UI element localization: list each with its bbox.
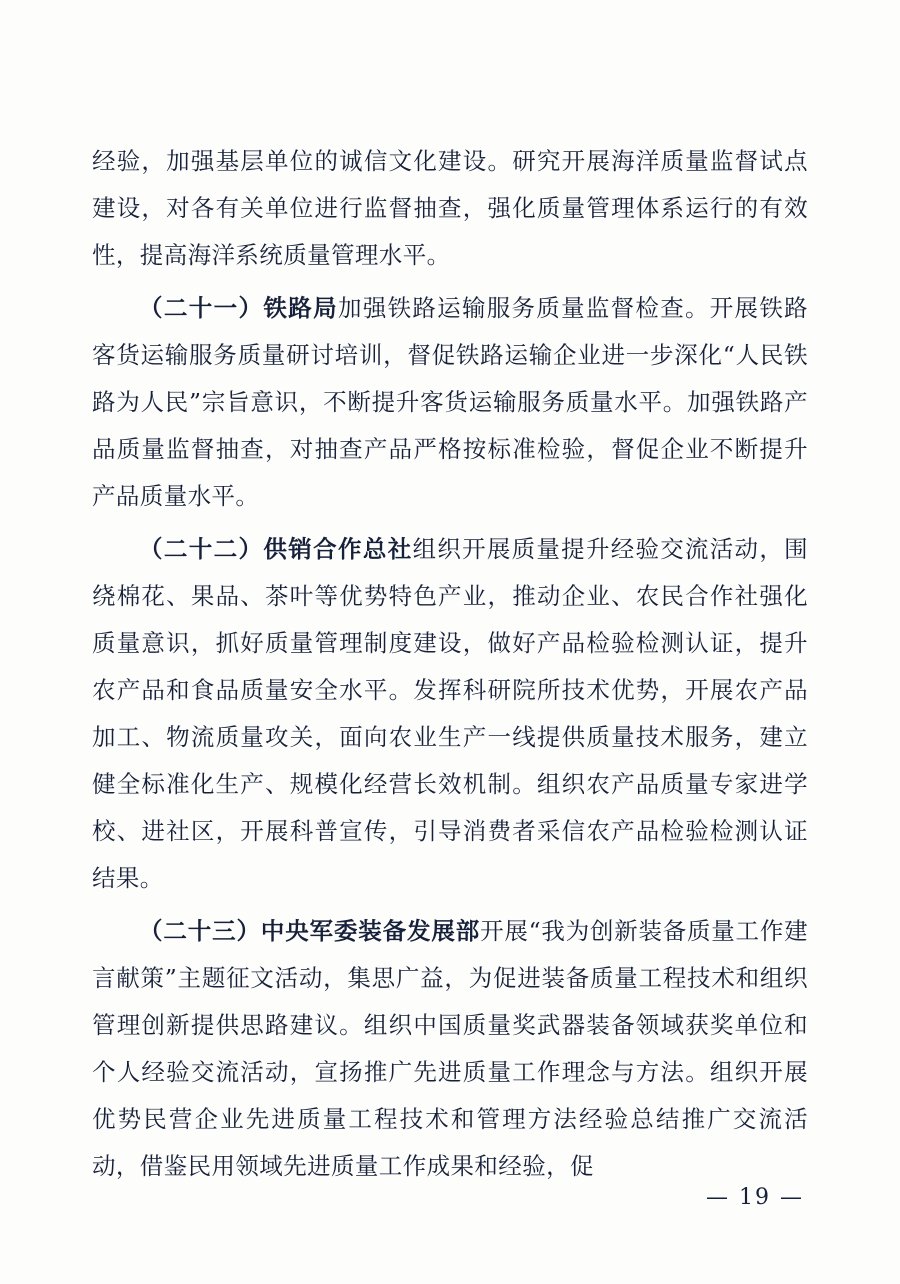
paragraph-text: 加强铁路运输服务质量监督检查。开展铁路客货运输服务质量研讨培训，督促铁路运输企业进一步深化“人民铁路为人民”宗旨意识，不断提升客货运输服务质量水平。加强铁路产品质量监督抽查，对抽查产品严格按标准检验，督促企业不断提升产品质量水平。: [92, 294, 808, 510]
paragraph-continued: [92, 138, 808, 279]
document-body: [92, 138, 808, 1196]
paragraph-lead-label: （二十二）供销合作总社: [139, 535, 413, 563]
paragraph-text: 组织开展质量提升经验交流活动，围绕棉花、果品、茶叶等优势特色产业，推动企业、农民合作社强化质量意识，抓好质量管理制度建设，做好产品检验检测认证，提升农产品和食品质量安全水平。发挥科研院所技术优势，开展农产品加工、物流质量攻关，面向农业生产一线提供质量技术服务，建立健全标准化生产、规模化经营长效机制。组织农产品质量专家进学校、进社区，开展科普宣传，引导消费者采信农产品检验检测认证结果。: [92, 535, 808, 892]
paragraph-item-23: [92, 908, 808, 1190]
paragraph-item-21: [92, 285, 808, 520]
paragraph-lead-label: （二十三）中央军委装备发展部: [139, 917, 481, 945]
paragraph-text: 经验，加强基层单位的诚信文化建设。研究开展海洋质量监督试点建设，对各有关单位进行监督抽查，强化质量管理体系运行的有效性，提高海洋系统质量管理水平。: [92, 147, 808, 269]
paragraph-item-22: [92, 526, 808, 902]
paragraph-text: 开展“我为创新装备质量工作建言献策”主题征文活动，集思广益，为促进装备质量工程技术和组织管理创新提供思路建议。组织中国质量奖武器装备领域获奖单位和个人经验交流活动，宣扬推广先进质量工作理念与方法。组织开展优势民营企业先进质量工程技术和管理方法经验总结推广交流活动，借鉴民用领域先进质量工作成果和经验，促: [92, 917, 808, 1180]
paragraph-lead-label: （二十一）铁路局: [139, 294, 339, 322]
page-number: — 19 —: [706, 1185, 804, 1210]
